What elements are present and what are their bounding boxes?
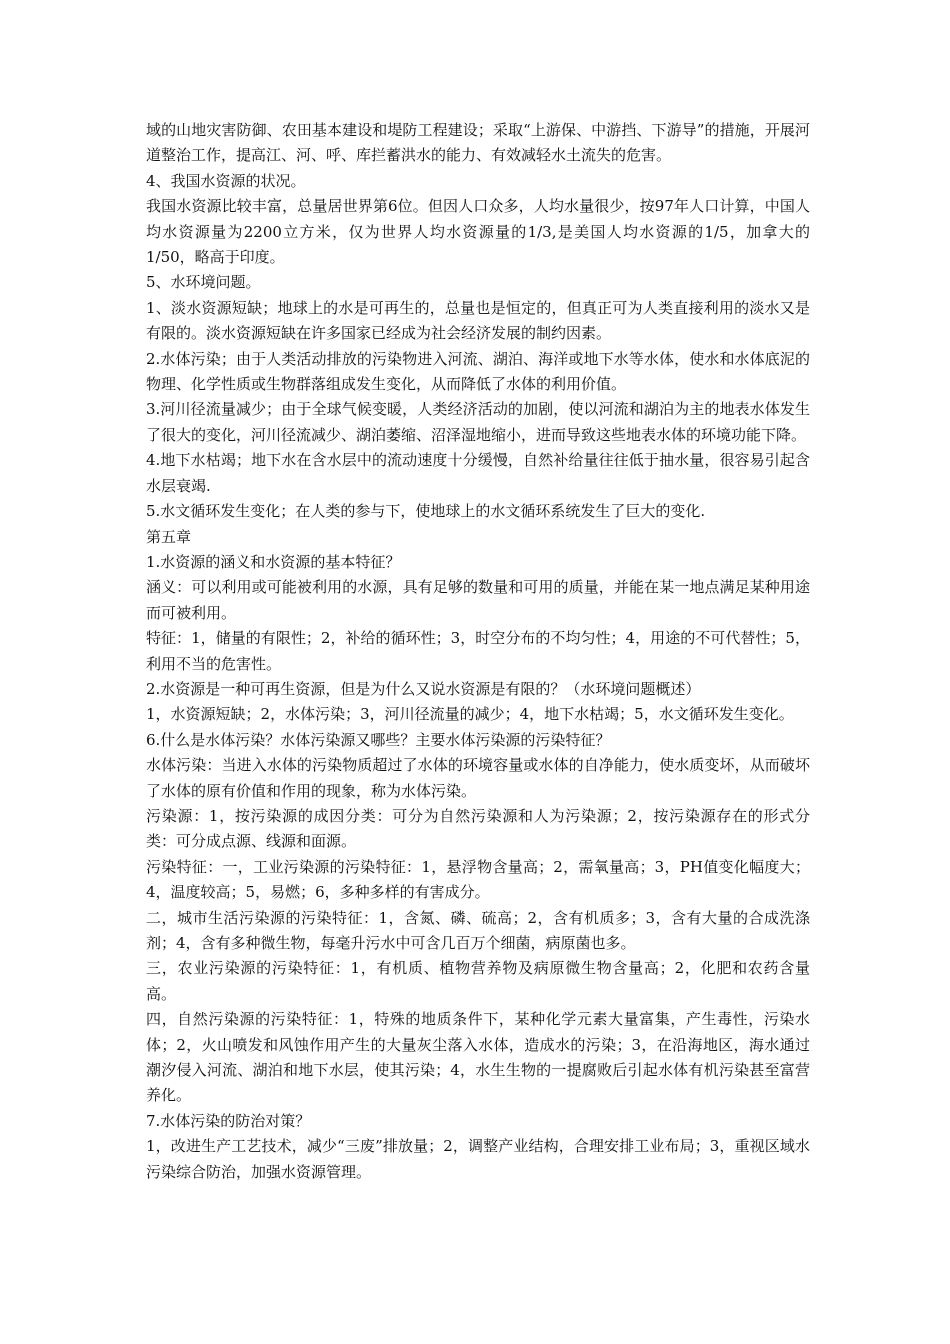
paragraph-groundwater-depletion: 4.地下水枯竭；地下水在含水层中的流动速度十分缓慢，自然补给量往往低于抽水量，很容易引起含水层衰竭. xyxy=(146,451,810,495)
paragraph-limited-reasons: 1，水资源短缺；2，水体污染；3，河川径流量的减少；4，地下水枯竭；5，水文循环发生变化。 xyxy=(146,705,794,724)
heading-water-resources-status: 4、我国水资源的状况。 xyxy=(146,171,306,190)
paragraph-water-pollution: 2.水体污染；由于人类活动排放的污染物进入河流、湖泊、海洋或地下水等水体，使水和水体底泥的物理、化学性质或生物群落组成发生变化，从而降低了水体的利用价值。 xyxy=(146,349,810,394)
paragraph-freshwater-shortage: 1、淡水资源短缺；地球上的水是可再生的，总量也是恒定的，但真正可为人类直接利用的淡水又是有限的。淡水资源短缺在许多国家已经成为社会经济发展的制约因素。 xyxy=(146,298,810,343)
paragraph-hydrologic-cycle-change: 5.水文循环发生变化；在人类的参与下，使地球上的水文循环系统发生了巨大的变化. xyxy=(146,502,706,521)
question-renewable-but-limited: 2.水资源是一种可再生资源，但是为什么又说水资源是有限的？（水环境问题概述） xyxy=(146,679,701,698)
paragraph-flood-control: 域的山地灾害防御、农田基本建设和堤防工程建设；采取“上游保、中游挡、下游导”的措施，开展河道整治工作，提高江、河、呼、库拦蓄洪水的能力、有效减轻水土流失的危害。 xyxy=(146,121,810,165)
paragraph-definition: 涵义：可以利用或可能被利用的水源，具有足够的数量和可用的质量，并能在某一地点满足某种用途而可被利用。 xyxy=(146,578,810,622)
question-pollution-countermeasures: 7.水体污染的防治对策？ xyxy=(146,1111,311,1130)
paragraph-urban-pollution: 二，城市生活污染源的污染特征：1，含氮、磷、硫高；2，含有机质多；3，含有大量的合成洗涤剂；4，含有多种微生物，每毫升污水中可含几百万个细菌，病原菌也多。 xyxy=(146,908,810,952)
paragraph-agricultural-pollution: 三，农业污染源的污染特征：1，有机质、植物营养物及病原微生物含量高；2，化肥和农药含量高。 xyxy=(146,959,810,1003)
paragraph-features: 特征：1，储量的有限性；2，补给的循环性；3，时空分布的不均匀性；4，用途的不可代替性；5，利用不当的危害性。 xyxy=(146,629,810,673)
document-page xyxy=(146,118,810,1185)
paragraph-pollution-sources: 污染源：1，按污染源的成因分类：可分为自然污染源和人为污染源；2，按污染源存在的形式分类：可分成点源、线源和面源。 xyxy=(146,806,810,851)
question-water-resources-definition: 1.水资源的涵义和水资源的基本特征？ xyxy=(146,552,401,571)
paragraph-natural-pollution: 四，自然污染源的污染特征：1，特殊的地质条件下，某种化学元素大量富集，产生毒性，污染水体；2，火山喷发和风蚀作用产生的大量灰尘落入水体，造成水的污染；3，在沿海地区，海水通过潮汐侵入河流、湖泊和地下水层，使其污染；4，水生生物的一提腐败后引起水体有机污染甚至富营养化。 xyxy=(146,1010,810,1105)
heading-chapter-five: 第五章 xyxy=(146,527,192,546)
paragraph-industrial-pollution: 污染特征：一，工业污染源的污染特征：1，悬浮物含量高；2，需氧量高；3，PH值变化幅度大；4，温度较高；5，易燃；6，多种多样的有害成分。 xyxy=(146,857,810,902)
paragraph-runoff-decrease: 3.河川径流量减少；由于全球气候变暖，人类经济活动的加剧，使以河流和湖泊为主的地表水体发生了很大的变化，河川径流减少、湖泊萎缩、沼泽湿地缩小，进而导致这些地表水体的环境功能下降。 xyxy=(146,400,810,444)
paragraph-countermeasures: 1，改进生产工艺技术，减少“三废”排放量；2，调整产业结构，合理安排工业布局；3，重视区域水污染综合防治，加强水资源管理。 xyxy=(146,1137,810,1181)
paragraph-water-resources-status: 我国水资源比较丰富，总量居世界第6位。但因人口众多，人均水量很少，按97年人口计算，中国人均水资源量为2200立方米，仅为世界人均水资源量的1/3,是美国人均水资源的1/5，加拿大的1/50，略高于印度。 xyxy=(146,197,810,267)
paragraph-pollution-definition: 水体污染：当进入水体的污染物质超过了水体的环境容量或水体的自净能力，使水质变坏，从而破坏了水体的原有价值和作用的现象，称为水体污染。 xyxy=(146,756,810,800)
question-water-pollution: 6.什么是水体污染？水体污染源又哪些？主要水体污染源的污染特征？ xyxy=(146,730,611,749)
heading-water-environment-problems: 5、水环境问题。 xyxy=(146,273,261,292)
